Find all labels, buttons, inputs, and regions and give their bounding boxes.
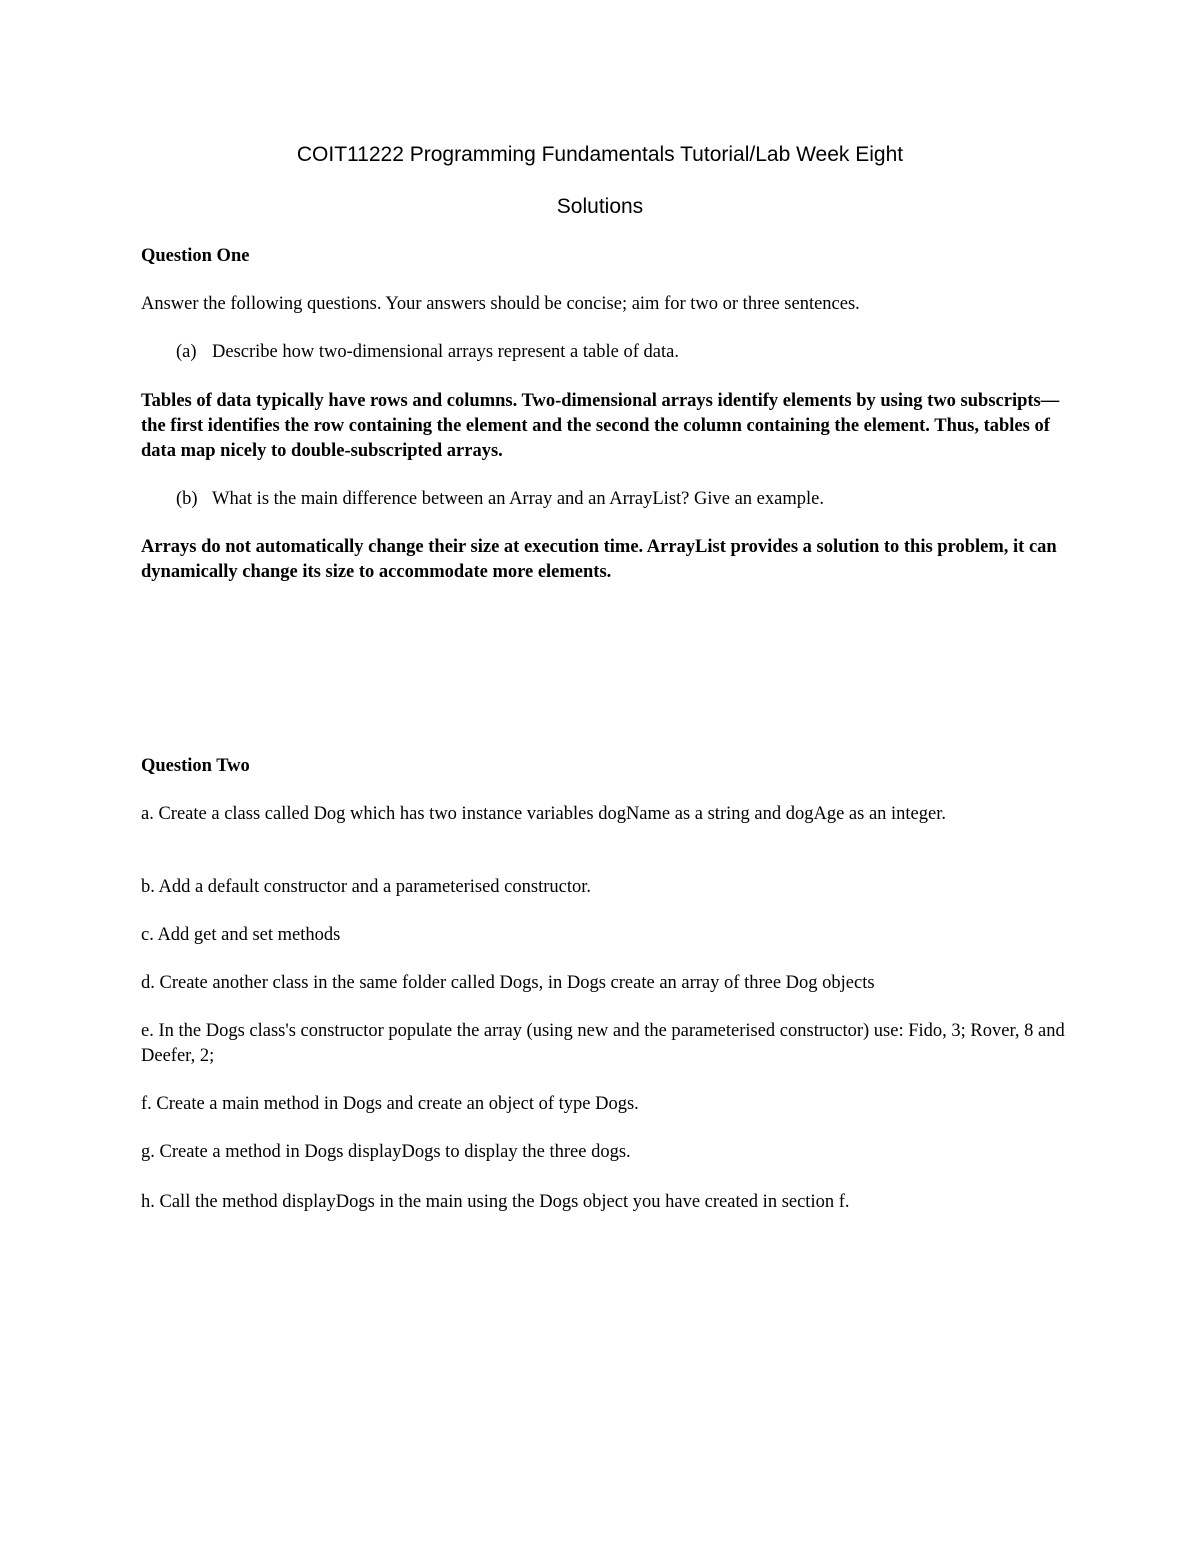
question-two-item-e: e. In the Dogs class's constructor populate the array (using new and the parameterised constructor) use: Fido, 3; Rover, 8 and Deefer, 2; bbox=[141, 1021, 1065, 1066]
answer-b: Arrays do not automatically change their size at execution time. ArrayList provides a solution to this problem, it can dynamically change its size to accommodate more elements. bbox=[141, 537, 1057, 582]
question-two-item-a: a. Create a class called Dog which has two instance variables dogName as a string and dogAge as an integer. bbox=[141, 804, 946, 824]
part-b-text: What is the main difference between an Array and an ArrayList? Give an example. bbox=[212, 489, 824, 509]
document-title: COIT11222 Programming Fundamentals Tutorial/Lab Week Eight bbox=[296, 143, 904, 166]
answer-a: Tables of data typically have rows and columns. Two-dimensional arrays identify elements by using two subscripts—the first identifies the row containing the element and the second the column containing the element. Thus, tables of data map nicely to double-subscripted arrays. bbox=[141, 391, 1060, 461]
part-b-mark: (b) bbox=[176, 489, 198, 509]
question-two-item-b: b. Add a default constructor and a parameterised constructor. bbox=[141, 877, 592, 897]
question-two-item-g: g. Create a method in Dogs displayDogs to display the three dogs. bbox=[141, 1142, 631, 1162]
question-one-intro: Answer the following questions. Your answers should be concise; aim for two or three sentences. bbox=[141, 294, 860, 314]
document-subtitle: Solutions bbox=[556, 195, 644, 218]
question-one-part-b bbox=[176, 487, 1056, 512]
question-one-part-a bbox=[176, 340, 1056, 365]
question-two-item-f: f. Create a main method in Dogs and create an object of type Dogs. bbox=[141, 1094, 639, 1114]
part-a-mark: (a) bbox=[176, 342, 197, 362]
part-a-text: Describe how two-dimensional arrays represent a table of data. bbox=[212, 342, 679, 362]
question-two-item-d: d. Create another class in the same folder called Dogs, in Dogs create an array of three Dog objects bbox=[141, 973, 875, 993]
question-two-heading: Question Two bbox=[141, 756, 250, 776]
question-two-item-h: h. Call the method displayDogs in the main using the Dogs object you have created in section f. bbox=[141, 1192, 850, 1212]
question-one-heading: Question One bbox=[141, 246, 250, 266]
question-two-item-c: c. Add get and set methods bbox=[141, 925, 341, 945]
